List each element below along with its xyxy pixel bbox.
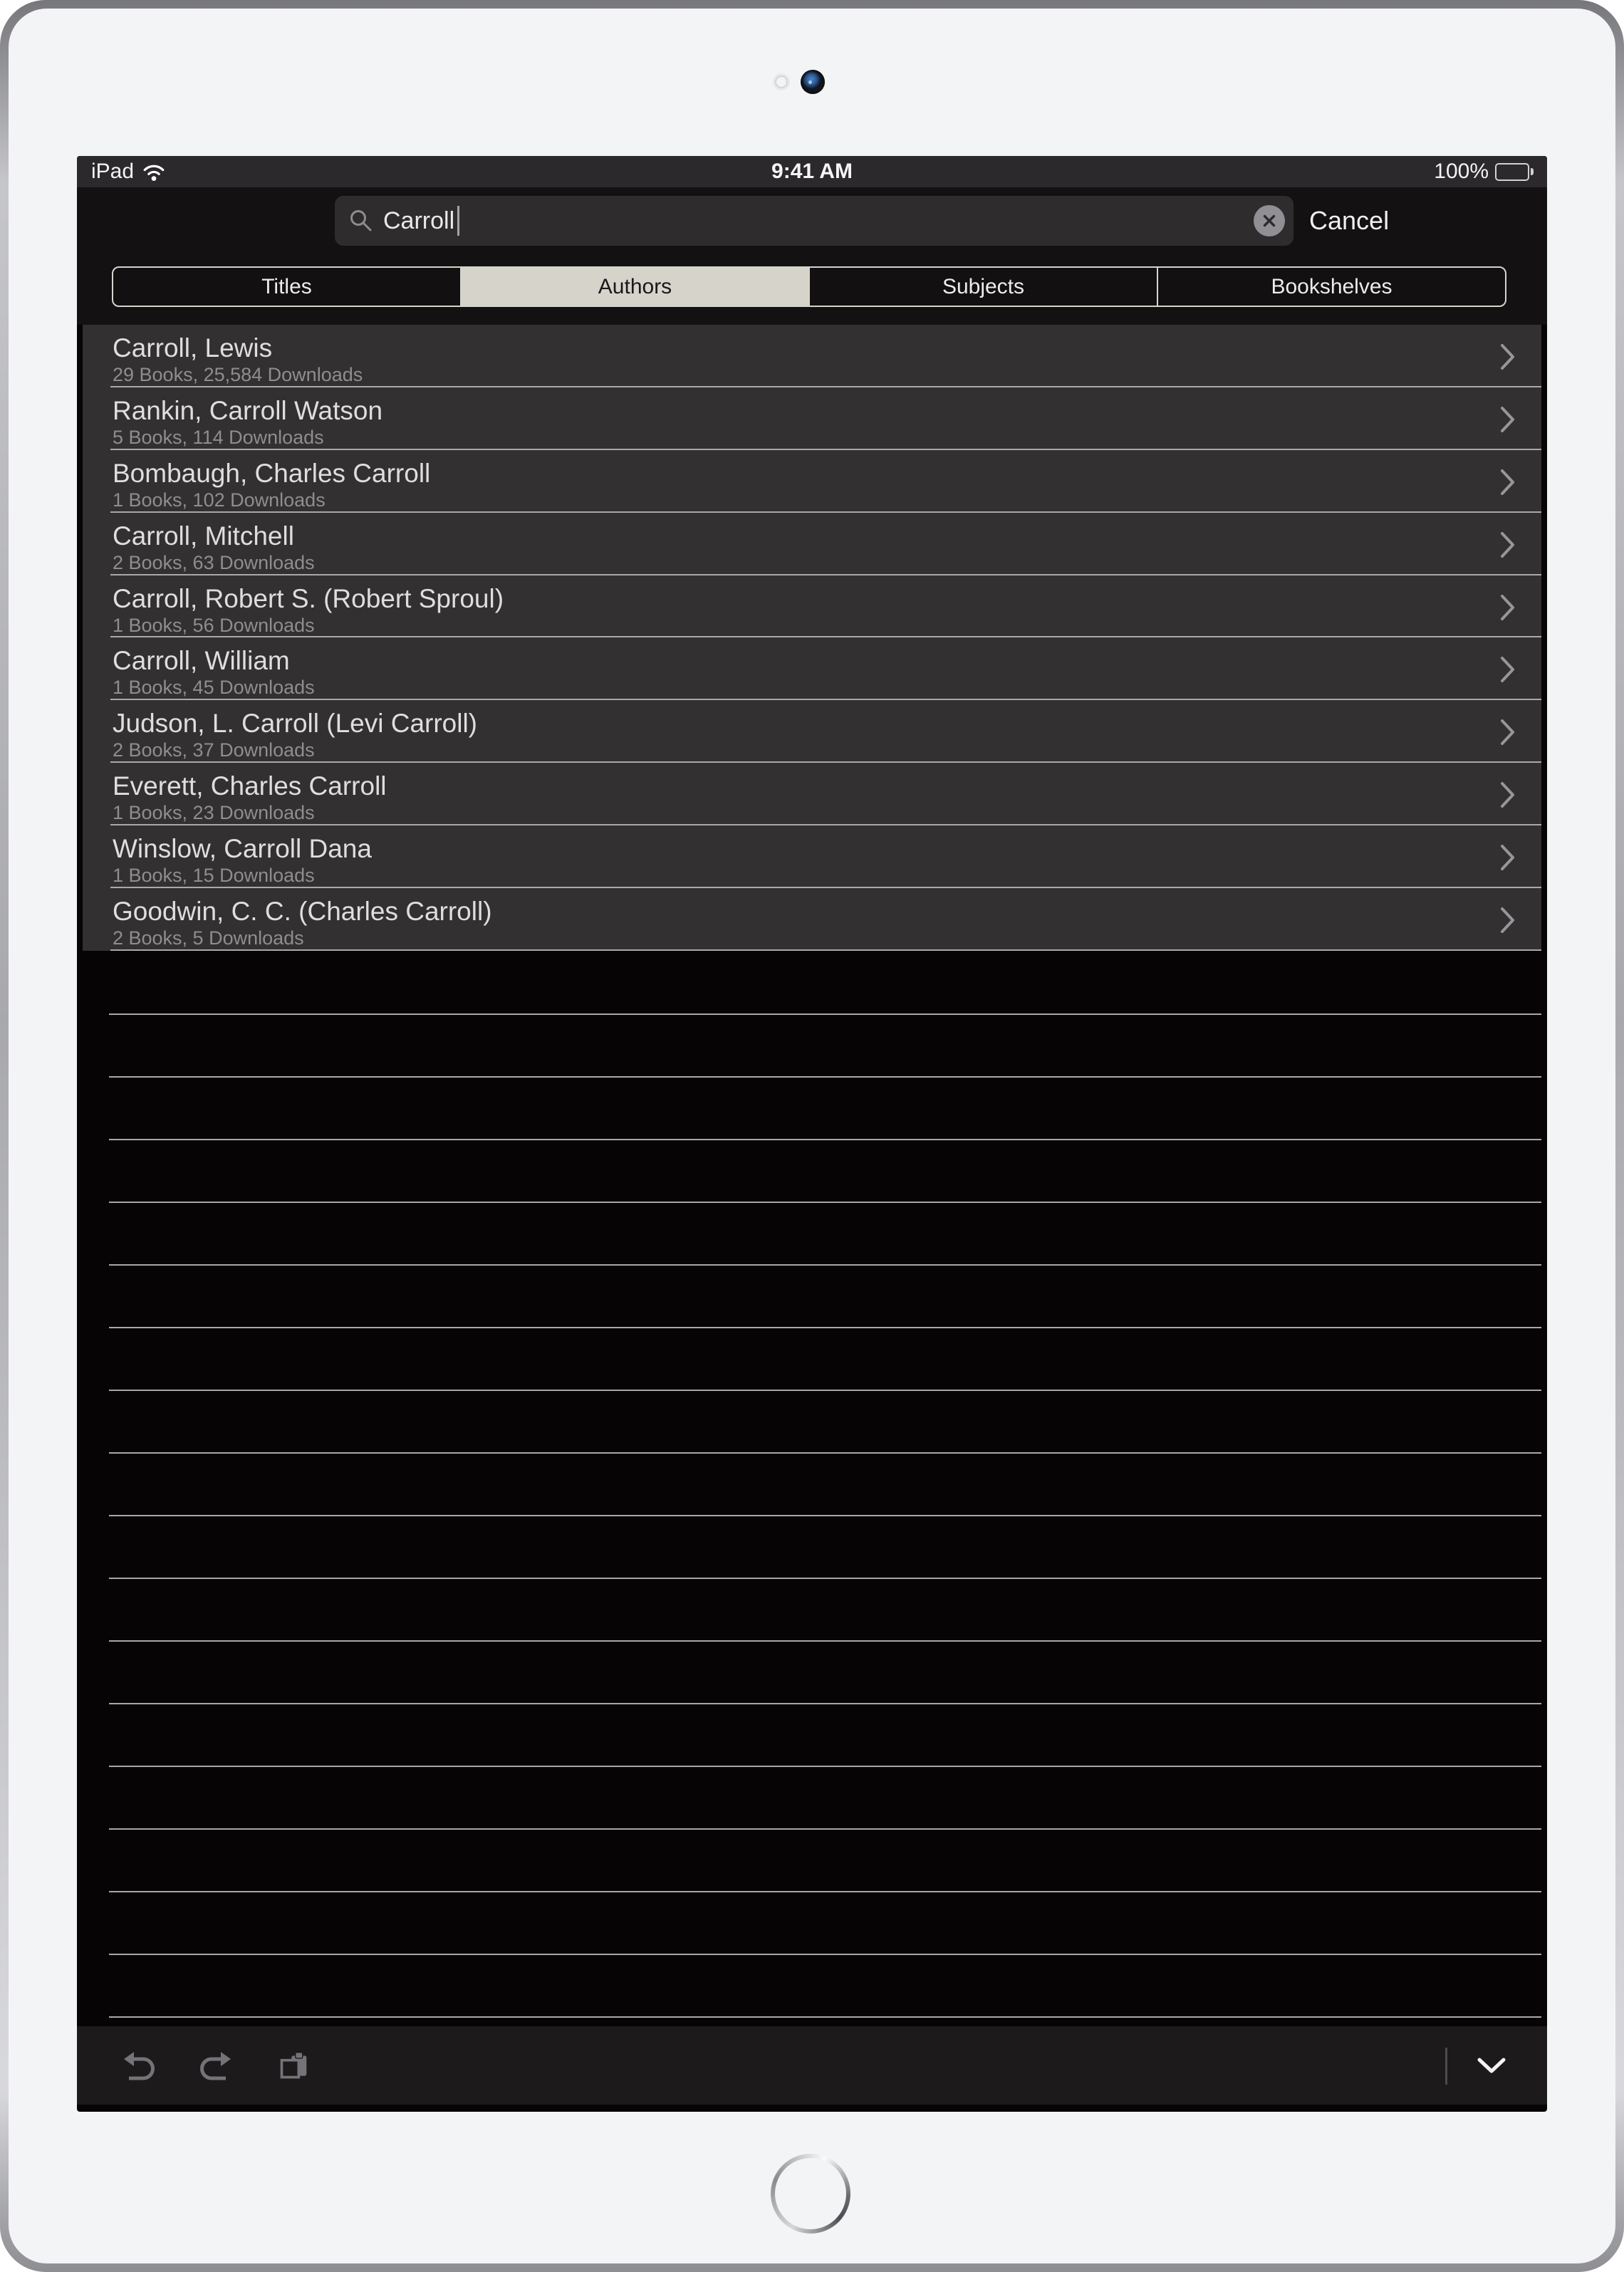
- home-button[interactable]: [771, 2154, 850, 2234]
- tab-label: Titles: [261, 274, 312, 298]
- empty-row-separator: [109, 1076, 1541, 1078]
- chevron-right-icon: [1500, 343, 1516, 370]
- chevron-right-icon: [1500, 406, 1516, 433]
- author-stats: 2 Books, 63 Downloads: [113, 551, 315, 573]
- empty-row-separator: [109, 1515, 1541, 1516]
- author-stats: 2 Books, 37 Downloads: [113, 739, 315, 761]
- tab-label: Subjects: [942, 274, 1025, 298]
- empty-row-separator: [109, 1703, 1541, 1704]
- empty-row-separator: [109, 1891, 1541, 1892]
- chevron-down-icon: [1477, 2057, 1506, 2074]
- empty-row-separator: [109, 1390, 1541, 1391]
- chevron-right-icon: [1500, 469, 1516, 496]
- author-row[interactable]: [83, 513, 1541, 575]
- empty-row-separator: [109, 1202, 1541, 1203]
- empty-row-separator: [109, 1578, 1541, 1579]
- tab-label: Authors: [598, 274, 672, 298]
- battery-icon: [1495, 163, 1534, 181]
- chevron-right-icon: [1500, 594, 1516, 621]
- author-name: Everett, Charles Carroll: [113, 771, 387, 801]
- ipad-bezel: [9, 9, 1615, 2263]
- author-row[interactable]: [83, 325, 1541, 387]
- undo-icon: [124, 2050, 155, 2081]
- author-stats: 1 Books, 45 Downloads: [113, 677, 315, 699]
- empty-row-separator: [109, 1828, 1541, 1830]
- chevron-right-icon: [1500, 781, 1516, 808]
- tab-bookshelves[interactable]: [1157, 268, 1505, 306]
- author-row[interactable]: [83, 450, 1541, 513]
- author-name: Carroll, William: [113, 646, 290, 676]
- author-row[interactable]: [83, 825, 1541, 888]
- chevron-right-icon: [1500, 531, 1516, 558]
- chevron-right-icon: [1500, 907, 1516, 934]
- status-bar: [77, 156, 1547, 187]
- author-name: Winslow, Carroll Dana: [113, 834, 372, 864]
- author-stats: 5 Books, 114 Downloads: [113, 426, 324, 448]
- empty-row-separator: [109, 1640, 1541, 1642]
- empty-row-separator: [109, 1264, 1541, 1266]
- paste-clipboard-icon: [278, 2050, 309, 2081]
- empty-row-separator: [109, 1139, 1541, 1140]
- author-stats: 1 Books, 102 Downloads: [113, 489, 326, 511]
- screen: [77, 156, 1547, 2112]
- search-icon: [349, 209, 373, 233]
- front-camera: [801, 70, 825, 94]
- author-stats: 1 Books, 23 Downloads: [113, 802, 315, 824]
- chevron-right-icon: [1500, 656, 1516, 683]
- author-stats: 1 Books, 56 Downloads: [113, 614, 315, 636]
- undo-button[interactable]: [124, 2026, 155, 2105]
- ambient-light-sensor: [775, 75, 788, 88]
- empty-row-separator: [109, 1452, 1541, 1454]
- text-cursor: [457, 206, 459, 236]
- chevron-right-icon: [1500, 719, 1516, 746]
- dismiss-keyboard-button[interactable]: [1474, 2026, 1509, 2105]
- empty-row-separator: [109, 1766, 1541, 1767]
- redo-icon: [199, 2050, 231, 2081]
- empty-row-separator: [109, 2016, 1541, 2018]
- author-row[interactable]: [83, 575, 1541, 638]
- empty-row-separator: [109, 1327, 1541, 1328]
- keyboard-accessory-bar: [77, 2026, 1547, 2105]
- author-results-list: [83, 325, 1541, 951]
- redo-button[interactable]: [199, 2026, 231, 2105]
- tab-subjects[interactable]: [808, 268, 1157, 306]
- author-name: Carroll, Mitchell: [113, 521, 294, 551]
- author-name: Judson, L. Carroll (Levi Carroll): [113, 709, 478, 739]
- cancel-button[interactable]: Cancel: [1309, 206, 1390, 235]
- paste-button[interactable]: [278, 2026, 309, 2105]
- clock: 9:41 AM: [771, 160, 853, 183]
- author-stats: 1 Books, 15 Downloads: [113, 865, 315, 887]
- author-name: Carroll, Robert S. (Robert Sproul): [113, 583, 504, 613]
- tab-authors[interactable]: [460, 268, 808, 306]
- author-row[interactable]: [83, 888, 1541, 951]
- author-name: Goodwin, C. C. (Charles Carroll): [113, 897, 492, 927]
- author-stats: 29 Books, 25,584 Downloads: [113, 364, 363, 385]
- author-name: Carroll, Lewis: [113, 333, 273, 363]
- author-row[interactable]: [83, 700, 1541, 763]
- row-separator: [110, 949, 1541, 951]
- tab-label: Bookshelves: [1271, 274, 1393, 298]
- search-input[interactable]: [335, 196, 1294, 246]
- author-row[interactable]: [83, 387, 1541, 450]
- author-row[interactable]: [83, 763, 1541, 825]
- clear-search-button[interactable]: [1254, 205, 1285, 236]
- battery-percent: 100%: [1434, 160, 1489, 183]
- author-name: Bombaugh, Charles Carroll: [113, 458, 431, 488]
- search-query-text: Carroll: [383, 207, 455, 234]
- search-scope-tabs: [112, 266, 1506, 307]
- author-stats: 2 Books, 5 Downloads: [113, 927, 304, 949]
- carrier-label: iPad: [91, 160, 135, 183]
- clear-x-icon: [1263, 214, 1276, 227]
- status-right-group: [1434, 156, 1534, 187]
- author-row[interactable]: [83, 637, 1541, 700]
- author-name: Rankin, Carroll Watson: [113, 395, 383, 425]
- empty-row-separator: [109, 1954, 1541, 1955]
- search-header: [77, 187, 1547, 325]
- empty-row-separator: [109, 1013, 1541, 1015]
- chevron-right-icon: [1500, 844, 1516, 871]
- toolbar-divider: [1445, 2048, 1447, 2085]
- tab-titles[interactable]: [113, 268, 460, 306]
